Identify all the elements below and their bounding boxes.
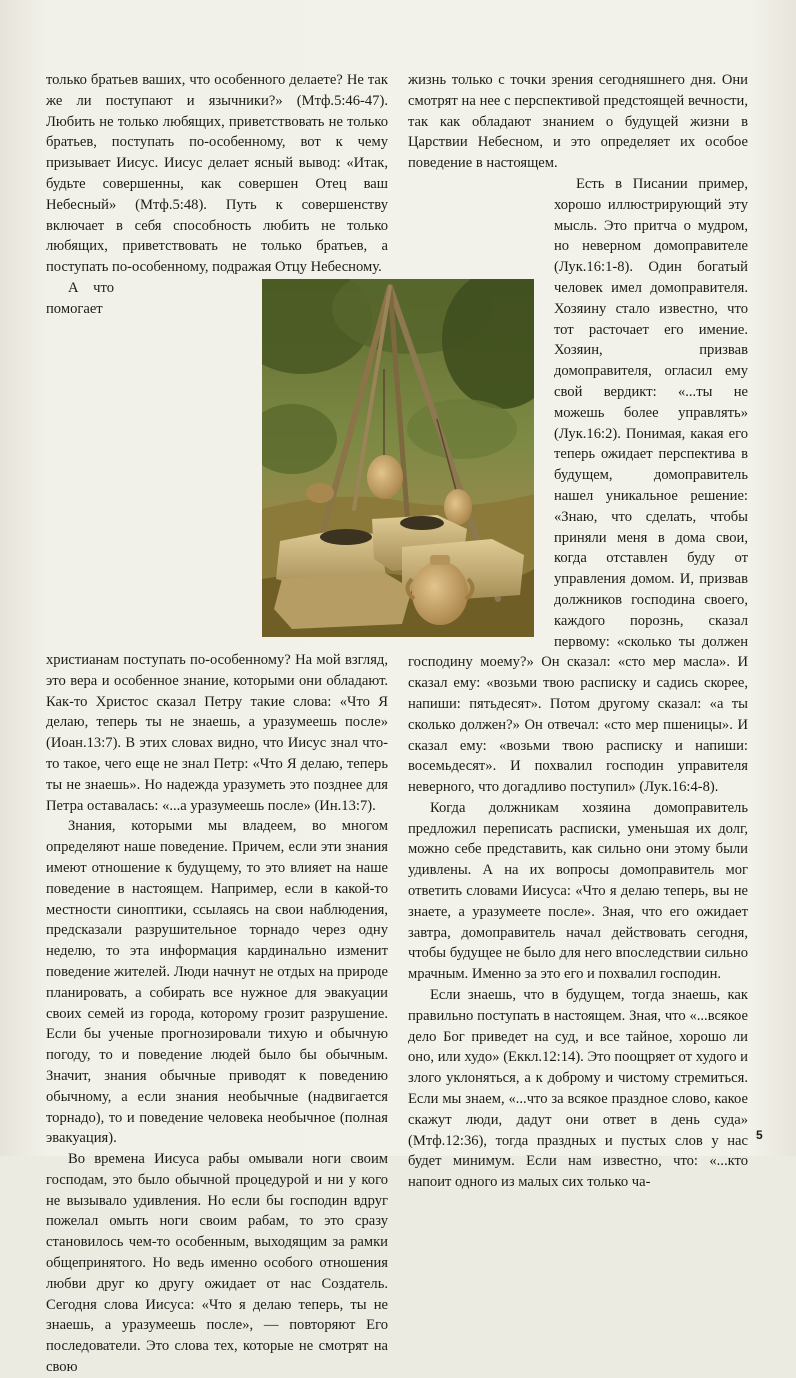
paragraph: Знания, которыми мы владеем, во многом определяют наше поведение. Причем, если эти знания имеют отношение к будущему, то это влияет на наше поведение в настоящем. Например, если в какой-то местности синоптики, ссылаясь на свои наблюдения, предсказали разрушительное торнадо через одну неделю, то эта информация кардинально изменит поведение жителей. Люди начнут не отдых на природе планировать, а собирать все нужное для эвакуации своих семей из города, которому грозит разрушение. Если бы ученые прогнозировали тихую и обычную погоду, то и поведение людей было бы обычным. Значит, знания обычные приводят к поведению обычному, а если знания необычные (надвигается торнадо), то и поведение человека необычное (полная эвакуация). — [46, 818, 388, 1147]
paragraph: Когда должникам хозяина домоправитель предложил переписать расписки, уменьшая их долг, можно себе представить, как сильно они этому были удивлены. А на их вопросы домоправитель мог ответить словами Иисуса: «Что я делаю теперь, вы не знаете, а уразумеете после». Зная, что его ожидает завтра, домоправитель начал действовать сегодня, чтобы будущее не было для него впоследствии сильно мрачным. Именно за это его и похвалил господин. — [408, 799, 748, 983]
left-text-column — [46, 70, 388, 1378]
paragraph: только братьев ваших, что особенного делаете? Не так же ли поступают и язычники?» (Мтф.5:46-47). Любить не только любящих, приветствовать не только братьев, поступать по-особенному, вот к чему призывает Иисус. Иисус делает ясный вывод: «Итак, будьте совершенны, как совершен Отец ваш Небесный» (Мтф.5:48). Путь к совершенству включает в себя способность любить не только любящих, приветствовать не только братьев, а поступать по-особенному, подражая Отцу Небесному. — [46, 72, 388, 276]
page-number: 5 — [756, 1128, 763, 1142]
well-with-tripod-and-clay-jars-photo — [262, 279, 534, 637]
paragraph: жизнь только с точки зрения сегодняшнего дня. Они смотрят на нее с перспективой предстоящей вечности, так как обладают знанием о будущей жизни в Царствии Небесном, и это определяет их особое поведение в настоящем. — [408, 72, 748, 172]
paragraph: А что помогает христианам поступать по-особенному? На мой взгляд, это вера и особенное знание, которыми они обладают. Как-то Христос сказал Петру такие слова: «Что Я делаю, теперь ты не знаешь, а уразумеешь после» (Иоан.13:7). В этих словах видно, что Иисус знал что-то такое, чего еще не знал Петр: «Что Я делаю, теперь ты не знаешь». Но надежда уразуметь это позднее для Петра оставалась: «...а уразумеешь после» (Ин.13:7). — [46, 279, 388, 814]
paragraph: Если знаешь, что в будущем, тогда знаешь, как правильно поступать в настоящем. Зная, что «...всякое дело Бог приведет на суд, и все тайное, хорошо ли оно, или худо» (Еккл.12:14). Это поощряет от худого и злого уклоняться, а к доброму и чистому стремиться. Если мы знаем, «...что за всякое праздное слово, какое скажут люди, дадут они ответ в день суда» (Мтф.12:36), тогда праздных и пустых слов у нас будет минимум. Если нам известно, что: «...кто напоит одного из малых сих только ча- — [408, 987, 748, 1191]
paragraph: Во времена Иисуса рабы омывали ноги своим господам, это было обычной процедурой и ни у кого не вызывало удивления. Но если бы господин вдруг пожелал омыть ноги своим рабам, то это сразу становилось чем-то особенным, выходящим за рамки общепринятого. Но ведь именно особого отношения любви друг ко другу ожидает от нас Создатель. Сегодня слова Иисуса: «Что я делаю теперь, ты не знаешь, а уразумеешь после», — повторяют Его последователи. Это слова тех, которые не смотрят на свою — [46, 1151, 388, 1376]
paragraph: Есть в Писании пример, хорошо иллюстрирующий эту мысль. Это притча о мудром, но неверном домоправителе (Лук.16:1-8). Один богатый человек имел домоправителя. Хозяину стало известно, что тот расточает его имение. Хозяин, призвав домоправителя, огласил ему свой вердикт: «...ты не можешь более управлять» (Лук.16:2). Понимая, какая его теперь ожидает перспектива в будущем, домоправитель нашел уникальное решение: «Знаю, что сделать, чтобы приняли меня в дома свои, когда отставлен буду от управления домом. И, призвав должников господина своего, каждого порознь, сказал первому: «сколько ты должен господину моему?» Он сказал: «сто мер масла». И сказал ему: «возьми твою расписку и садись скорее, напиши: пятьдесят». Потом другому сказал: «а ты сколько должен?» Он отвечал: «сто мер пшеницы». И сказал ему: «возьми твою расписку и напиши: восемьдесят». И похвалил господин управителя неверного, что догадливо поступил» (Лук.16:4-8). — [408, 175, 748, 796]
photo-illustration — [262, 279, 534, 637]
